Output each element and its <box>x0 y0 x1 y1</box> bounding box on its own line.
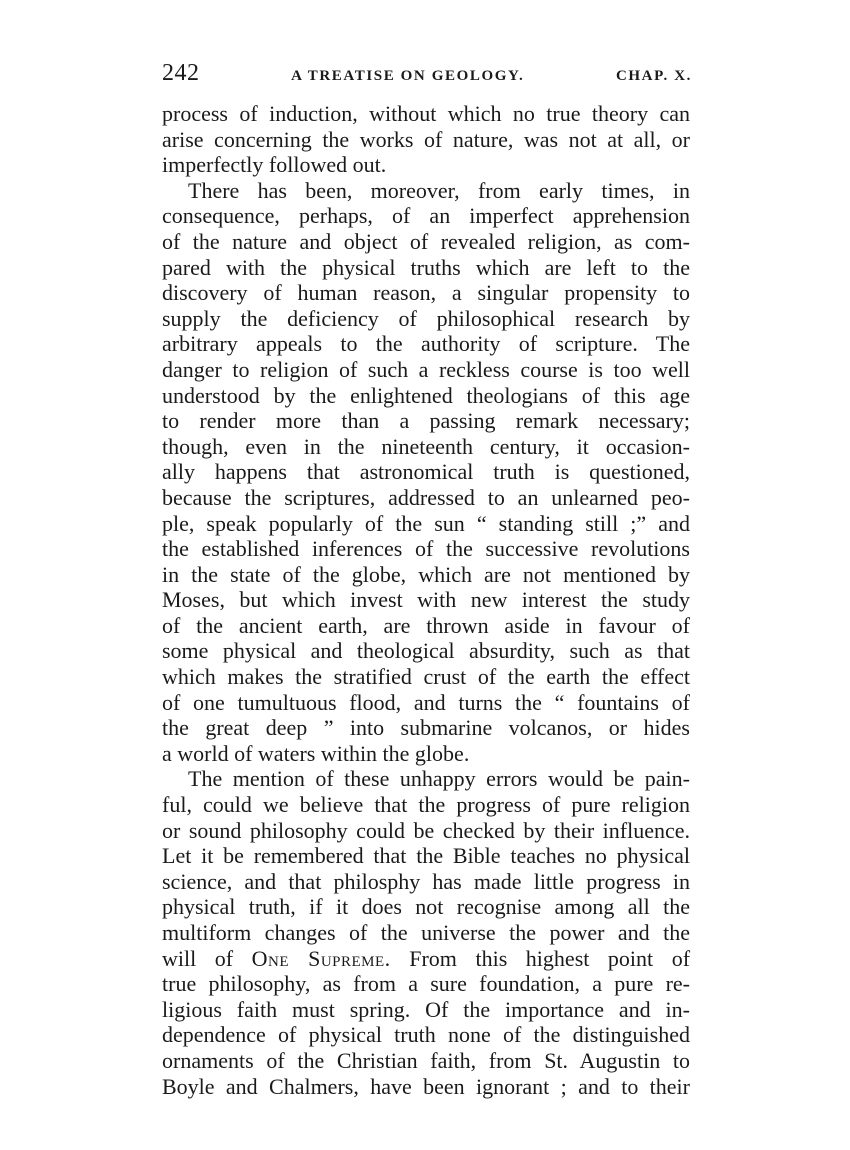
text-line: discovery of human reason, a singular propensity to <box>162 280 690 306</box>
text-line: the great deep ” into submarine volcanos, or hides <box>162 715 690 741</box>
text-line: process of induction, without which no true theory can <box>162 101 690 126</box>
text-line: danger to religion of such a reckless course is too well <box>162 356 690 382</box>
running-title: A TREATISE ON GEOLOGY. <box>291 68 525 84</box>
text-line: of the ancient earth, are thrown aside in favour of <box>162 612 690 638</box>
text-line: dependence of physical truth none of the distinguished <box>162 1022 690 1048</box>
text-line: consequence, perhaps, of an imperfect apprehension <box>162 203 690 229</box>
text-line: of the nature and object of revealed religion, as com- <box>162 228 690 254</box>
text-line: ally happens that astronomical truth is questioned, <box>162 459 690 485</box>
text-line: of one tumultuous flood, and turns the “ fountains of <box>162 689 690 715</box>
chapter-label: CHAP. X. <box>615 68 692 84</box>
text-fragment: From this highest point of <box>409 945 691 971</box>
text-line: which makes the stratified crust of the earth the effect <box>162 664 690 690</box>
text-line: pared with the physical truths which are left to the <box>162 254 690 280</box>
text-line: science, and that philosphy has made little progress in <box>162 868 690 894</box>
text-line: in the state of the globe, which are not mentioned by <box>162 561 690 587</box>
text-line: multiform changes of the universe the power and the <box>162 920 690 945</box>
text-line: the established inferences of the successive revolutions <box>162 536 690 562</box>
text-line: Moses, but which invest with new interest the study <box>162 587 690 613</box>
paragraph-first-line: The mention of these unhappy errors would be pain- <box>188 766 690 792</box>
text-line: because the scriptures, addressed to an unlearned peo- <box>162 484 690 510</box>
text-line: supply the deficiency of philosophical research by <box>162 305 690 331</box>
text-fragment: will of <box>162 945 234 971</box>
page-number: 242 <box>162 60 200 86</box>
text-line-small-caps <box>162 946 690 972</box>
small-caps-phrase: One Supreme. <box>251 945 391 971</box>
text-line: arbitrary appeals to the authority of scripture. The <box>162 331 690 357</box>
text-line: arise concerning the works of nature, was not at all, or <box>162 126 690 152</box>
text-line: understood by the enlightened theologians of this age <box>162 382 690 408</box>
text-line: Boyle and Chalmers, have been ignorant ; and to their <box>162 1073 690 1099</box>
text-line: physical truth, if it does not recognise among all the <box>162 894 690 920</box>
text-line: ful, could we believe that the progress of pure religion <box>162 792 690 818</box>
text-line: imperfectly followed out. <box>162 152 387 178</box>
text-line: some physical and theological absurdity, such as that <box>162 638 690 664</box>
body-text <box>162 101 690 1099</box>
text-line: or sound philosophy could be checked by their influence. <box>162 817 690 843</box>
text-line: to render more than a passing remark necessary; <box>162 408 690 434</box>
running-head <box>162 60 692 90</box>
text-line: true philosophy, as from a sure foundation, a pure re- <box>162 971 690 997</box>
text-line: ple, speak popularly of the sun “ standing still ;” and <box>162 510 690 536</box>
text-line: though, even in the nineteenth century, it occasion- <box>162 433 690 459</box>
text-line: ornaments of the Christian faith, from St. Augustin to <box>162 1047 690 1073</box>
text-line: ligious faith must spring. Of the importance and in- <box>162 996 690 1022</box>
paragraph-first-line: There has been, moreover, from early times, in <box>188 177 690 203</box>
text-line: a world of waters within the globe. <box>162 740 470 766</box>
text-line: Let it be remembered that the Bible teaches no physical <box>162 843 690 869</box>
